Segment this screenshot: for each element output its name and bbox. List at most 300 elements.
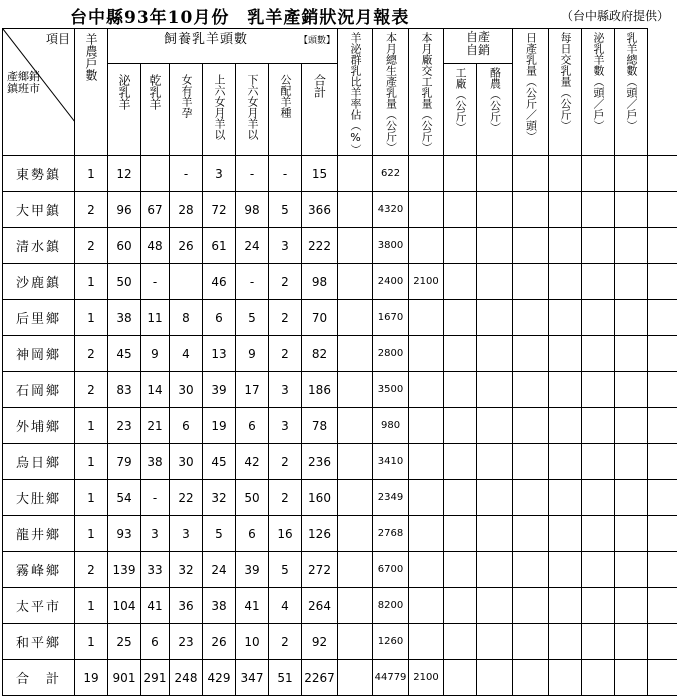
empty-cell — [549, 624, 582, 660]
empty-cell — [615, 372, 648, 408]
over-6-months-cell: 39 — [203, 372, 236, 408]
empty-cell — [444, 588, 477, 624]
milking-cell: 83 — [108, 372, 141, 408]
empty-cell — [549, 156, 582, 192]
monthly-production-cell: 2768 — [373, 516, 409, 552]
delivered-factory-cell — [409, 300, 444, 336]
delivered-factory-cell — [409, 516, 444, 552]
breeding-cell: 5 — [269, 552, 302, 588]
delivered-factory-cell — [409, 192, 444, 228]
corner-top-label: 項目 — [46, 33, 70, 46]
over-6-months-cell: 72 — [203, 192, 236, 228]
empty-cell — [513, 660, 549, 696]
empty-cell — [648, 264, 677, 300]
table-row — [3, 660, 677, 696]
delivered-factory-cell — [409, 372, 444, 408]
table-row — [3, 624, 677, 660]
dry-cell: 38 — [141, 444, 170, 480]
total-cell: 264 — [302, 588, 338, 624]
under-6-months-cell: 42 — [236, 444, 269, 480]
empty-cell — [582, 588, 615, 624]
farm-count-cell: 1 — [75, 480, 108, 516]
pregnant-cell: 22 — [170, 480, 203, 516]
monthly-production-cell: 980 — [373, 408, 409, 444]
breeding-cell: - — [269, 156, 302, 192]
col-farm-count: 羊農戶數 — [75, 29, 108, 156]
milking-cell: 104 — [108, 588, 141, 624]
empty-cell — [513, 588, 549, 624]
table-row — [3, 480, 677, 516]
milking-ratio-cell — [338, 660, 373, 696]
empty-cell — [477, 660, 513, 696]
empty-cell — [477, 372, 513, 408]
district-name-cell: 清水鎮 — [3, 228, 75, 264]
breeding-cell: 2 — [269, 336, 302, 372]
empty-cell — [513, 372, 549, 408]
monthly-production-cell: 6700 — [373, 552, 409, 588]
district-name-cell: 和平鄉 — [3, 624, 75, 660]
empty-cell — [582, 264, 615, 300]
pregnant-cell: 6 — [170, 408, 203, 444]
monthly-production-cell: 2800 — [373, 336, 409, 372]
col-monthly-production: 本月總生產乳量（公斤） — [373, 29, 409, 156]
col-group-self-sold: 自產自銷 — [444, 29, 513, 64]
report-source: （台中縣政府提供） — [561, 7, 669, 24]
col-delivered-factory: 本月廠交工乳量（公斤） — [409, 29, 444, 156]
over-6-months-cell: 45 — [203, 444, 236, 480]
empty-cell — [615, 660, 648, 696]
empty-cell — [444, 264, 477, 300]
district-name-cell: 大肚鄉 — [3, 480, 75, 516]
empty-cell — [615, 264, 648, 300]
monthly-production-cell: 3500 — [373, 372, 409, 408]
milking-ratio-cell — [338, 228, 373, 264]
milking-ratio-cell — [338, 300, 373, 336]
milking-ratio-cell — [338, 372, 373, 408]
table-row — [3, 192, 677, 228]
over-6-months-cell: 429 — [203, 660, 236, 696]
table-row — [3, 264, 677, 300]
district-name-cell: 龍井鄉 — [3, 516, 75, 552]
milking-cell: 38 — [108, 300, 141, 336]
empty-cell — [582, 300, 615, 336]
milking-cell: 139 — [108, 552, 141, 588]
empty-cell — [648, 480, 677, 516]
dry-cell: 6 — [141, 624, 170, 660]
monthly-production-cell: 1260 — [373, 624, 409, 660]
empty-cell — [549, 228, 582, 264]
monthly-production-cell: 622 — [373, 156, 409, 192]
monthly-production-cell: 4320 — [373, 192, 409, 228]
breeding-cell: 2 — [269, 264, 302, 300]
empty-cell — [582, 408, 615, 444]
over-6-months-cell: 5 — [203, 516, 236, 552]
total-cell: 2267 — [302, 660, 338, 696]
empty-cell — [582, 444, 615, 480]
pregnant-cell: 3 — [170, 516, 203, 552]
empty-cell — [513, 552, 549, 588]
col-over-6-months: 上六女月羊以 — [203, 63, 236, 155]
under-6-months-cell: - — [236, 156, 269, 192]
empty-cell — [615, 588, 648, 624]
table-row — [3, 408, 677, 444]
total-cell: 98 — [302, 264, 338, 300]
milking-ratio-cell — [338, 624, 373, 660]
dry-cell: 3 — [141, 516, 170, 552]
farm-count-cell: 1 — [75, 300, 108, 336]
empty-cell — [444, 552, 477, 588]
monthly-production-cell: 8200 — [373, 588, 409, 624]
monthly-production-cell: 3410 — [373, 444, 409, 480]
total-cell: 186 — [302, 372, 338, 408]
empty-cell — [549, 372, 582, 408]
dry-cell: 67 — [141, 192, 170, 228]
empty-cell — [444, 624, 477, 660]
empty-cell — [648, 660, 677, 696]
empty-cell — [444, 408, 477, 444]
dry-cell: 41 — [141, 588, 170, 624]
delivered-factory-cell — [409, 228, 444, 264]
empty-cell — [477, 192, 513, 228]
empty-cell — [513, 444, 549, 480]
corner-bottom-label: 產鄉銷鎮班市 — [7, 71, 41, 95]
farm-count-cell: 1 — [75, 624, 108, 660]
empty-cell — [582, 516, 615, 552]
under-6-months-cell: 10 — [236, 624, 269, 660]
milking-ratio-cell — [338, 264, 373, 300]
monthly-production-cell: 2400 — [373, 264, 409, 300]
district-name-cell: 合 計 — [3, 660, 75, 696]
empty-cell — [582, 372, 615, 408]
empty-cell — [477, 156, 513, 192]
group-unit: 【頭數】 — [299, 35, 335, 47]
over-6-months-cell: 46 — [203, 264, 236, 300]
empty-cell — [582, 552, 615, 588]
total-cell: 78 — [302, 408, 338, 444]
breeding-cell: 51 — [269, 660, 302, 696]
delivered-factory-cell — [409, 156, 444, 192]
empty-cell — [582, 228, 615, 264]
empty-cell — [549, 264, 582, 300]
farm-count-cell: 2 — [75, 336, 108, 372]
farm-count-cell: 1 — [75, 444, 108, 480]
milking-ratio-cell — [338, 588, 373, 624]
monthly-production-cell: 2349 — [373, 480, 409, 516]
delivered-factory-cell — [409, 444, 444, 480]
col-daily-delivered: 每日交乳量（公斤） — [549, 29, 582, 156]
pregnant-cell: 26 — [170, 228, 203, 264]
empty-cell — [615, 156, 648, 192]
under-6-months-cell: 17 — [236, 372, 269, 408]
milking-cell: 45 — [108, 336, 141, 372]
farm-count-cell: 1 — [75, 516, 108, 552]
corner-header — [3, 29, 75, 156]
milking-cell: 23 — [108, 408, 141, 444]
delivered-factory-cell — [409, 408, 444, 444]
empty-cell — [648, 300, 677, 336]
empty-cell — [477, 300, 513, 336]
table-row — [3, 516, 677, 552]
district-name-cell: 石岡鄉 — [3, 372, 75, 408]
over-6-months-cell: 38 — [203, 588, 236, 624]
empty-cell — [615, 300, 648, 336]
under-6-months-cell: 6 — [236, 408, 269, 444]
farm-count-cell: 1 — [75, 408, 108, 444]
empty-cell — [648, 156, 677, 192]
dry-cell: 9 — [141, 336, 170, 372]
milking-ratio-cell — [338, 336, 373, 372]
pregnant-cell: 30 — [170, 444, 203, 480]
under-6-months-cell: 41 — [236, 588, 269, 624]
district-name-cell: 東勢鎮 — [3, 156, 75, 192]
pregnant-cell — [170, 264, 203, 300]
milking-cell: 60 — [108, 228, 141, 264]
total-cell: 82 — [302, 336, 338, 372]
total-cell: 272 — [302, 552, 338, 588]
empty-cell — [477, 336, 513, 372]
empty-cell — [615, 516, 648, 552]
farm-count-cell: 2 — [75, 552, 108, 588]
over-6-months-cell: 32 — [203, 480, 236, 516]
empty-cell — [648, 372, 677, 408]
col-pregnant: 女有羊孕 — [170, 63, 203, 155]
empty-cell — [444, 228, 477, 264]
over-6-months-cell: 19 — [203, 408, 236, 444]
total-cell: 236 — [302, 444, 338, 480]
empty-cell — [615, 336, 648, 372]
table-row — [3, 228, 677, 264]
delivered-factory-cell: 2100 — [409, 264, 444, 300]
breeding-cell: 2 — [269, 480, 302, 516]
total-cell: 126 — [302, 516, 338, 552]
empty-cell — [513, 300, 549, 336]
farm-count-cell: 1 — [75, 588, 108, 624]
empty-cell — [615, 408, 648, 444]
pregnant-cell: 8 — [170, 300, 203, 336]
breeding-cell: 16 — [269, 516, 302, 552]
milking-ratio-cell — [338, 192, 373, 228]
col-group-head-count — [108, 29, 338, 64]
empty-cell — [477, 264, 513, 300]
farm-count-cell: 1 — [75, 156, 108, 192]
pregnant-cell: - — [170, 156, 203, 192]
empty-cell — [477, 516, 513, 552]
milking-cell: 54 — [108, 480, 141, 516]
breeding-cell: 3 — [269, 228, 302, 264]
dry-cell: - — [141, 264, 170, 300]
district-name-cell: 外埔鄉 — [3, 408, 75, 444]
delivered-factory-cell — [409, 552, 444, 588]
milking-cell: 25 — [108, 624, 141, 660]
empty-cell — [444, 300, 477, 336]
milking-cell: 901 — [108, 660, 141, 696]
empty-cell — [444, 372, 477, 408]
under-6-months-cell: - — [236, 264, 269, 300]
total-cell: 15 — [302, 156, 338, 192]
empty-cell — [549, 300, 582, 336]
empty-cell — [648, 192, 677, 228]
col-milking-ratio: 羊泌群乳比羊率佔（%） — [338, 29, 373, 156]
empty-cell — [513, 408, 549, 444]
empty-cell — [582, 192, 615, 228]
empty-cell — [582, 624, 615, 660]
under-6-months-cell: 9 — [236, 336, 269, 372]
empty-cell — [477, 588, 513, 624]
milking-cell: 79 — [108, 444, 141, 480]
pregnant-cell: 4 — [170, 336, 203, 372]
col-daily-per-head: 日產乳量（公斤／頭） — [513, 29, 549, 156]
empty-cell — [582, 660, 615, 696]
milking-ratio-cell — [338, 480, 373, 516]
over-6-months-cell: 24 — [203, 552, 236, 588]
over-6-months-cell: 3 — [203, 156, 236, 192]
breeding-cell: 5 — [269, 192, 302, 228]
pregnant-cell: 248 — [170, 660, 203, 696]
milking-ratio-cell — [338, 156, 373, 192]
empty-cell — [648, 624, 677, 660]
empty-cell — [549, 408, 582, 444]
farm-count-cell: 2 — [75, 372, 108, 408]
dry-cell: - — [141, 480, 170, 516]
table-row — [3, 588, 677, 624]
col-total: 合計 — [302, 63, 338, 155]
monthly-production-cell: 3800 — [373, 228, 409, 264]
district-name-cell: 沙鹿鎮 — [3, 264, 75, 300]
pregnant-cell: 32 — [170, 552, 203, 588]
col-milking-per-household: 泌乳羊數（頭／戶） — [582, 29, 615, 156]
col-self-factory: 工廠（公斤） — [444, 63, 477, 155]
over-6-months-cell: 13 — [203, 336, 236, 372]
delivered-factory-cell — [409, 588, 444, 624]
table-row — [3, 336, 677, 372]
monthly-production-cell: 44779 — [373, 660, 409, 696]
empty-cell — [444, 156, 477, 192]
empty-cell — [549, 444, 582, 480]
district-name-cell: 神岡鄉 — [3, 336, 75, 372]
table-header — [3, 29, 677, 156]
farm-count-cell: 1 — [75, 264, 108, 300]
under-6-months-cell: 98 — [236, 192, 269, 228]
empty-cell — [444, 516, 477, 552]
total-cell: 366 — [302, 192, 338, 228]
district-name-cell: 后里鄉 — [3, 300, 75, 336]
empty-cell — [477, 480, 513, 516]
milking-ratio-cell — [338, 516, 373, 552]
district-name-cell: 霧峰鄉 — [3, 552, 75, 588]
table-row — [3, 156, 677, 192]
empty-cell — [549, 480, 582, 516]
delivered-factory-cell — [409, 336, 444, 372]
empty-cell — [477, 624, 513, 660]
empty-cell — [615, 552, 648, 588]
empty-cell — [477, 228, 513, 264]
milking-ratio-cell — [338, 552, 373, 588]
breeding-cell: 2 — [269, 444, 302, 480]
empty-cell — [513, 336, 549, 372]
under-6-months-cell: 347 — [236, 660, 269, 696]
breeding-cell: 4 — [269, 588, 302, 624]
col-total-per-household: 乳羊總數（頭／戶） — [615, 29, 648, 156]
table-row — [3, 444, 677, 480]
empty-cell — [582, 336, 615, 372]
empty-cell — [549, 588, 582, 624]
col-under-6-months: 下六女月羊以 — [236, 63, 269, 155]
farm-count-cell: 19 — [75, 660, 108, 696]
over-6-months-cell: 61 — [203, 228, 236, 264]
milking-cell: 96 — [108, 192, 141, 228]
total-cell: 160 — [302, 480, 338, 516]
total-cell: 92 — [302, 624, 338, 660]
group-label: 飼養乳羊頭數 — [164, 34, 248, 46]
empty-cell — [444, 480, 477, 516]
under-6-months-cell: 39 — [236, 552, 269, 588]
breeding-cell: 3 — [269, 408, 302, 444]
milking-cell: 12 — [108, 156, 141, 192]
empty-cell — [477, 408, 513, 444]
dry-cell: 14 — [141, 372, 170, 408]
milking-cell: 93 — [108, 516, 141, 552]
empty-cell — [615, 228, 648, 264]
empty-cell — [477, 444, 513, 480]
dry-cell — [141, 156, 170, 192]
empty-cell — [648, 444, 677, 480]
breeding-cell: 2 — [269, 624, 302, 660]
empty-cell — [444, 336, 477, 372]
empty-cell — [549, 552, 582, 588]
farm-count-cell: 2 — [75, 192, 108, 228]
empty-cell — [615, 192, 648, 228]
empty-cell — [549, 336, 582, 372]
empty-cell — [549, 660, 582, 696]
over-6-months-cell: 26 — [203, 624, 236, 660]
empty-cell — [513, 264, 549, 300]
empty-cell — [513, 480, 549, 516]
empty-cell — [444, 660, 477, 696]
empty-cell — [582, 480, 615, 516]
empty-cell — [513, 624, 549, 660]
empty-cell — [648, 336, 677, 372]
table-row — [3, 552, 677, 588]
milking-ratio-cell — [338, 444, 373, 480]
report-header — [0, 3, 677, 25]
empty-cell — [615, 480, 648, 516]
under-6-months-cell: 6 — [236, 516, 269, 552]
empty-cell — [648, 516, 677, 552]
total-cell: 70 — [302, 300, 338, 336]
col-milking: 泌乳羊 — [108, 63, 141, 155]
goat-milk-report-table — [2, 28, 677, 696]
district-name-cell: 大甲鎮 — [3, 192, 75, 228]
district-name-cell: 太平市 — [3, 588, 75, 624]
breeding-cell: 2 — [269, 300, 302, 336]
pregnant-cell: 30 — [170, 372, 203, 408]
empty-cell — [648, 408, 677, 444]
empty-cell — [444, 192, 477, 228]
pregnant-cell: 36 — [170, 588, 203, 624]
under-6-months-cell: 24 — [236, 228, 269, 264]
dry-cell: 33 — [141, 552, 170, 588]
pregnant-cell: 23 — [170, 624, 203, 660]
empty-cell — [444, 444, 477, 480]
table-body — [3, 156, 677, 696]
empty-cell — [615, 444, 648, 480]
over-6-months-cell: 6 — [203, 300, 236, 336]
report-title: 台中縣93年10月份 乳羊產銷狀況月報表 — [70, 3, 409, 28]
empty-cell — [648, 588, 677, 624]
dry-cell: 21 — [141, 408, 170, 444]
dry-cell: 11 — [141, 300, 170, 336]
dry-cell: 291 — [141, 660, 170, 696]
